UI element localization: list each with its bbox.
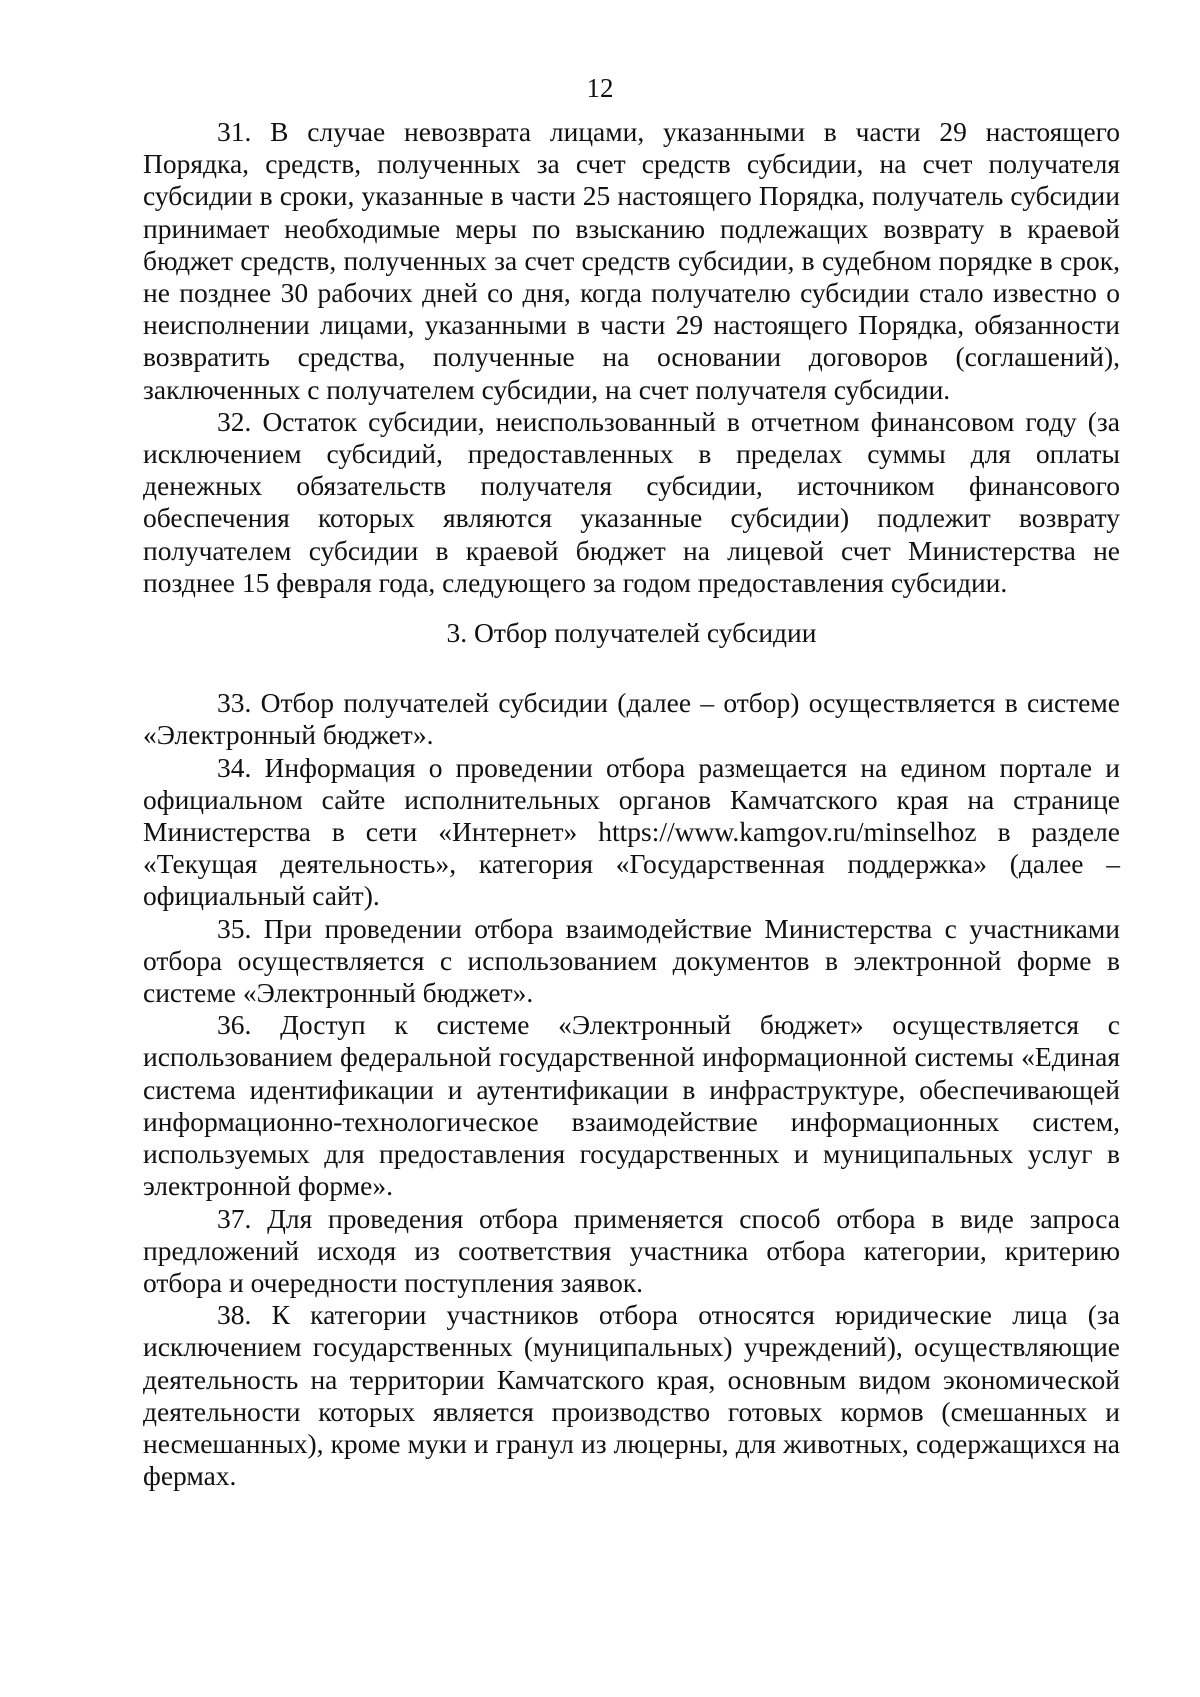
paragraph-32: 32. Остаток субсидии, неиспользованный в отчетном финансовом году (за исключением субсидий, предоставленных в пределах суммы для оплаты денежных обязательств получателя субсидии, источником финансового обеспечения которых являются указанные субсидии) подлежит возврату получателем субсидии в краевой бюджет на лицевой счет Министерства не позднее 15 февраля года, следующего за годом предоставления субсидии. — [143, 405, 1120, 598]
section-heading: 3. Отбор получателей субсидии — [446, 617, 817, 649]
paragraph-37: 37. Для проведения отбора применяется способ отбора в виде запроса предложений исходя из соответствия участника отбора категории, критерию отбора и очередности поступления заявок. — [143, 1202, 1120, 1298]
page-number: 12 — [586, 73, 614, 103]
paragraph-31: 31. В случае невозврата лицами, указанными в части 29 настоящего Порядка, средств, полученных за счет средств субсидии, на счет получателя субсидии в сроки, указанные в части 25 настоящего Порядка, получатель субсидии принимает необходимые меры по взысканию подлежащих возврату в краевой бюджет средств, полученных за счет средств субсидии, в судебном порядке в срок, не позднее 30 рабочих дней со дня, когда получателю субсидии стало известно о неисполнении лицами, указанными в части 29 настоящего Порядка, обязанности возвратить средства, полученные на основании договоров (соглашений), заключенных с получателем субсидии, на счет получателя субсидии. — [143, 116, 1120, 405]
paragraph-33: 33. Отбор получателей субсидии (далее – отбор) осуществляется в системе «Электронный бюджет». — [143, 687, 1120, 751]
paragraph-35: 35. При проведении отбора взаимодействие Министерства с участниками отбора осуществляется с использованием документов в электронной форме в системе «Электронный бюджет». — [143, 912, 1120, 1009]
document-body — [143, 116, 1120, 1492]
paragraph-36: 36. Доступ к системе «Электронный бюджет» осуществляется с использованием федеральной государственной информационной системы «Единая система идентификации и аутентификации в инфраструктуре, обеспечивающей информационно-технологическое взаимодействие информационных систем, используемых для предоставления государственных и муниципальных услуг в электронной форме». — [143, 1009, 1120, 1202]
paragraph-34: 34. Информация о проведении отбора размещается на едином портале и официальном сайте исполнительных органов Камчатского края на странице Министерства в сети «Интернет» https://www.kamgov.ru/minselhoz в разделе «Текущая деятельность», категория «Государственная поддержка» (далее – официальный сайт). — [143, 751, 1120, 912]
paragraph-38: 38. К категории участников отбора относятся юридические лица (за исключением государственных (муниципальных) учреждений), осуществляющие деятельность на территории Камчатского края, основным видом экономической деятельности которых является производство готовых кормов (смешанных и несмешанных), кроме муки и гранул из люцерны, для животных, содержащихся на фермах. — [143, 1299, 1120, 1492]
